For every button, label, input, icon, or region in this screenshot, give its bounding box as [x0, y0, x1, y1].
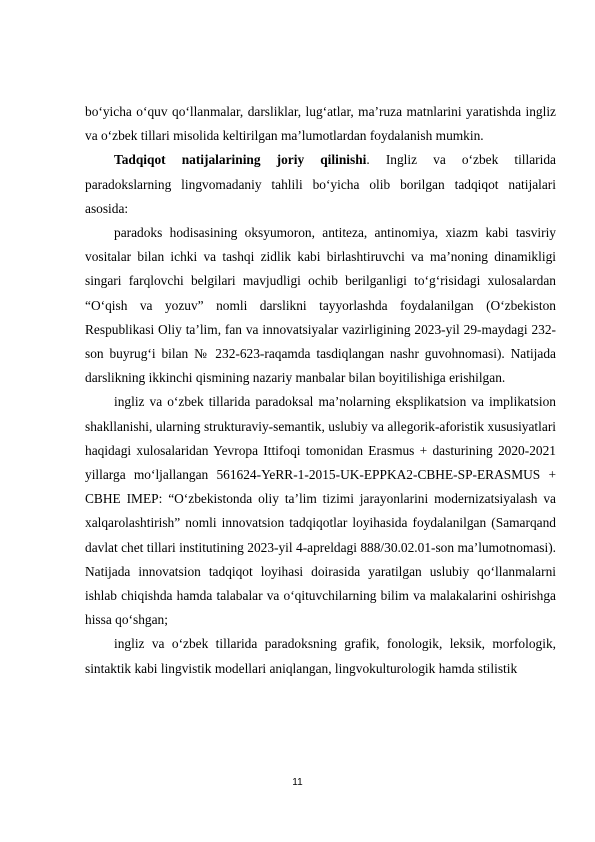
- paragraph-2: [85, 148, 556, 221]
- paragraph-1: bo‘yicha o‘quv qo‘llanmalar, darsliklar, lug‘atlar, ma’ruza matnlarini yaratishda ingliz va o‘zbek tillari misolida keltirilgan ma’lumotlardan foydalanish mumkin.: [85, 104, 556, 144]
- document-body: [85, 100, 556, 681]
- paragraph-2-text: . Ingliz va o‘zbek tillarida paradokslarning lingvomadaniy tahlili bo‘yicha olib borilgan tadqiqot natijalari asosida:: [85, 152, 556, 216]
- page-number: 11: [292, 777, 303, 788]
- paragraph-4: ingliz va o‘zbek tillarida paradoksal ma’nolarning eksplikatsion va implikatsion shakllanishi, ularning strukturaviy-semantik, uslubiy va allegorik-aforistik xususiyatlari haqidagi xulosalaridan Yevropa Ittifoqi tomonidan Erasmus + dasturining 2020-2021 yillarga mo‘ljallangan 561624-YeRR-1-2015-UK-EPPKA2-CBHE-SP-ERASMUS + CBHE IMEP: “O‘zbekistonda oliy ta’lim tizimi jarayonlarini modernizatsiyalash va xalqarolashtirish” nomli innovatsion tadqiqotlar loyihasida foydalanilgan (Samarqand davlat chet tillari institutining 2023-yil 4-apreldagi 888/30.02.01-son ma’lumotnomasi). Natijada innovatsion tadqiqot loyihasi doirasida yaratilgan uslubiy qo‘llanmalarni ishlab chiqishda hamda talabalar va o‘qituvchilarning bilim va malakalarini oshirishga hissa qo‘shgan;: [85, 394, 556, 628]
- paragraph-5: ingliz va o‘zbek tillarida paradoksning grafik, fonologik, leksik, morfologik, sintaktik kabi lingvistik modellari aniqlangan, lingvokulturologik hamda stilistik: [85, 636, 556, 676]
- section-heading-results-implementation: Tadqiqot natijalarining joriy qilinishi: [114, 152, 367, 168]
- paragraph-3: paradoks hodisasining oksyumoron, antiteza, antinomiya, xiazm kabi tasviriy vositalar bilan ichki va tashqi zidlik kabi birlashtiruvchi va ma’noning dinamikligi singari farqlovchi belgilari mavjudligi ochib berilganligi to‘g‘risidagi xulosalardan “O‘qish va yozuv” nomli darslikni tayyorlashda foydalanilgan (O‘zbekiston Respublikasi Oliy ta’lim, fan va innovatsiyalar vazirligining 2023-yil 29-maydagi 232-son buyrug‘i bilan № 232-623-raqamda tasdiqlangan nashr guvohnomasi). Natijada darslikning ikkinchi qismining nazariy manbalar bilan boyitilishiga erishilgan.: [85, 225, 556, 386]
